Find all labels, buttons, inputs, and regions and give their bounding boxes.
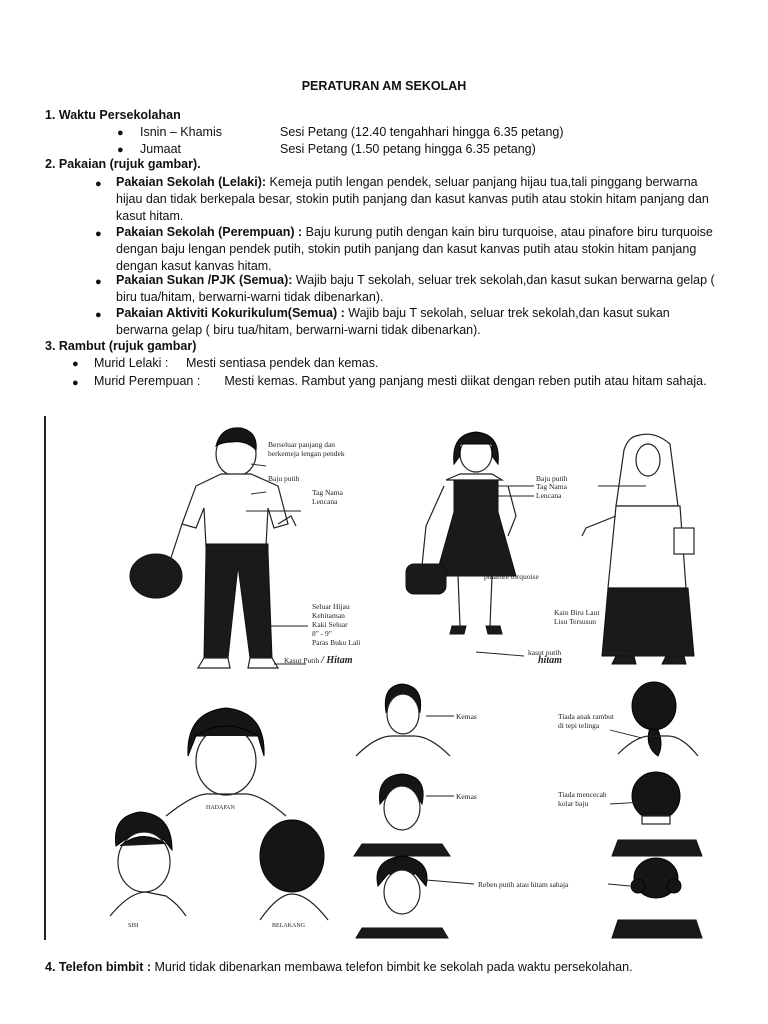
label-view-front: HADAPAN	[206, 805, 235, 811]
illustration-drawing	[46, 416, 722, 940]
label-hair-kemas-1: Kemas	[456, 712, 477, 721]
uniform-hair-illustration	[44, 416, 722, 940]
boy-uniform-figure	[130, 428, 296, 668]
label-girl-shoes: kasut putih	[528, 648, 562, 657]
girl-hair-back-2	[612, 772, 702, 856]
label-boy-shoes: Kasut Putih / Hitam	[284, 655, 353, 666]
hair-rule-boys-text: Mesti sentiasa pendek dan kemas.	[186, 356, 379, 370]
label-view-side: SISI	[128, 923, 139, 929]
pointer-lines	[246, 464, 646, 886]
bullet-icon: ●	[95, 309, 102, 321]
label-hair-kemas-2: Kemas	[456, 792, 477, 801]
girl-hair-front-3	[356, 856, 448, 938]
label-girl-tag: Tag Nama Lencana	[536, 482, 567, 500]
bullet-icon: ●	[95, 228, 102, 240]
schedule-day: Jumaat	[140, 142, 181, 156]
schedule-session: Sesi Petang (1.50 petang hingga 6.35 petang)	[280, 142, 536, 156]
bullet-icon: ●	[72, 377, 79, 389]
boy-hair-back	[260, 820, 328, 920]
page-title: PERATURAN AM SEKOLAH	[301, 79, 467, 93]
section-2-heading: 2. Pakaian (rujuk gambar).	[45, 157, 201, 171]
label-hair-ribbon: Reben putih atau hitam sahaja	[478, 880, 569, 889]
bullet-icon: ●	[117, 144, 124, 156]
bullet-icon: ●	[72, 358, 79, 370]
boy-hair-side	[110, 812, 186, 916]
label-boy-shirt: Baju putih	[268, 474, 300, 483]
girl-pinafore-figure	[406, 432, 516, 634]
label-girl-pinafore: pinafore torquoise	[484, 572, 539, 581]
uniform-rule-boys: Pakaian Sekolah (Lelaki): Kemeja putih lengan pendek, seluar panjang hijau tua,tali pinggang berwarna hijau dan tidak berkepala besar, stokin putih panjang dan kasut kanvas putih atau stokin hitam panjang dan kasut hitam.	[116, 175, 709, 223]
label-hair-collar: Tiada mencecah kolar baju	[558, 790, 607, 808]
bullet-icon: ●	[95, 276, 102, 288]
label-view-back: BELAKANG	[272, 923, 305, 929]
bullet-icon: ●	[95, 178, 102, 190]
section-4-text: Murid tidak dibenarkan membawa telefon bimbit ke sekolah pada waktu persekolahan.	[151, 960, 633, 974]
boy-hair-front	[166, 708, 286, 816]
girl-hair-front-2	[354, 774, 450, 856]
uniform-rule-cocurricular: Pakaian Aktiviti Kokurikulum(Semua) : Wajib baju T sekolah, seluar trek sekolah,dan kasut sukan berwarna gelap ( biru tua/hitam, berwarni-warni tidak dibenarkan).	[116, 306, 670, 337]
uniform-rule-sports: Pakaian Sukan /PJK (Semua): Wajib baju T sekolah, seluar trek sekolah,dan kasut sukan berwarna gelap ( biru tua/hitam, berwarni-warni tidak dibenarkan).	[116, 273, 715, 304]
label-boy-trousers: Seluar Hijau Kehitaman Kaki Seluar 8" - 9" Paras Buku Lali	[312, 602, 361, 647]
schedule-session: Sesi Petang (12.40 tengahhari hingga 6.35 petang)	[280, 125, 564, 139]
section-1-heading: 1. Waktu Persekolahan	[45, 108, 181, 122]
label-boy-tag: Tag Nama Lencana	[312, 488, 343, 506]
girl-hair-back-1	[618, 682, 698, 756]
label-girl-shirt: Baju putih	[536, 474, 568, 483]
bullet-icon: ●	[117, 127, 124, 139]
girl-hair-front-1	[356, 684, 450, 756]
label-girl-skirt: Kain Biru Laut Lisu Tersusun	[554, 608, 600, 626]
hair-rule-boys-label: Murid Lelaki :	[94, 356, 169, 370]
section-4-paragraph	[45, 960, 633, 974]
label-hair-no-side-strands: Tiada anak rambut di tepi telinga	[558, 712, 614, 730]
section-3-heading: 3. Rambut (rujuk gambar)	[45, 339, 197, 353]
hair-rule-girls: Murid Perempuan : Mesti kemas. Rambut yang panjang mesti diikat dengan reben putih atau hitam sahaja.	[94, 374, 707, 388]
label-girl-shoes-hand: hitam	[538, 655, 562, 666]
uniform-rule-girls: Pakaian Sekolah (Perempuan) : Baju kurung putih dengan kain biru turquoise, atau pinafore biru turquoise dengan baju lengan pendek putih, stokin putih panjang dan kasut kanvas putih atau stokin hitam panjang dengan kasut kanvas hitam.	[116, 225, 713, 273]
girl-baju-kurung-figure	[582, 434, 694, 664]
section-4-heading: 4. Telefon bimbit :	[45, 960, 152, 974]
label-boy-top: Berseluar panjang dan berkemeja lengan pendek	[268, 440, 345, 458]
girl-hair-back-3	[612, 858, 702, 938]
schedule-day: Isnin – Khamis	[140, 125, 222, 139]
